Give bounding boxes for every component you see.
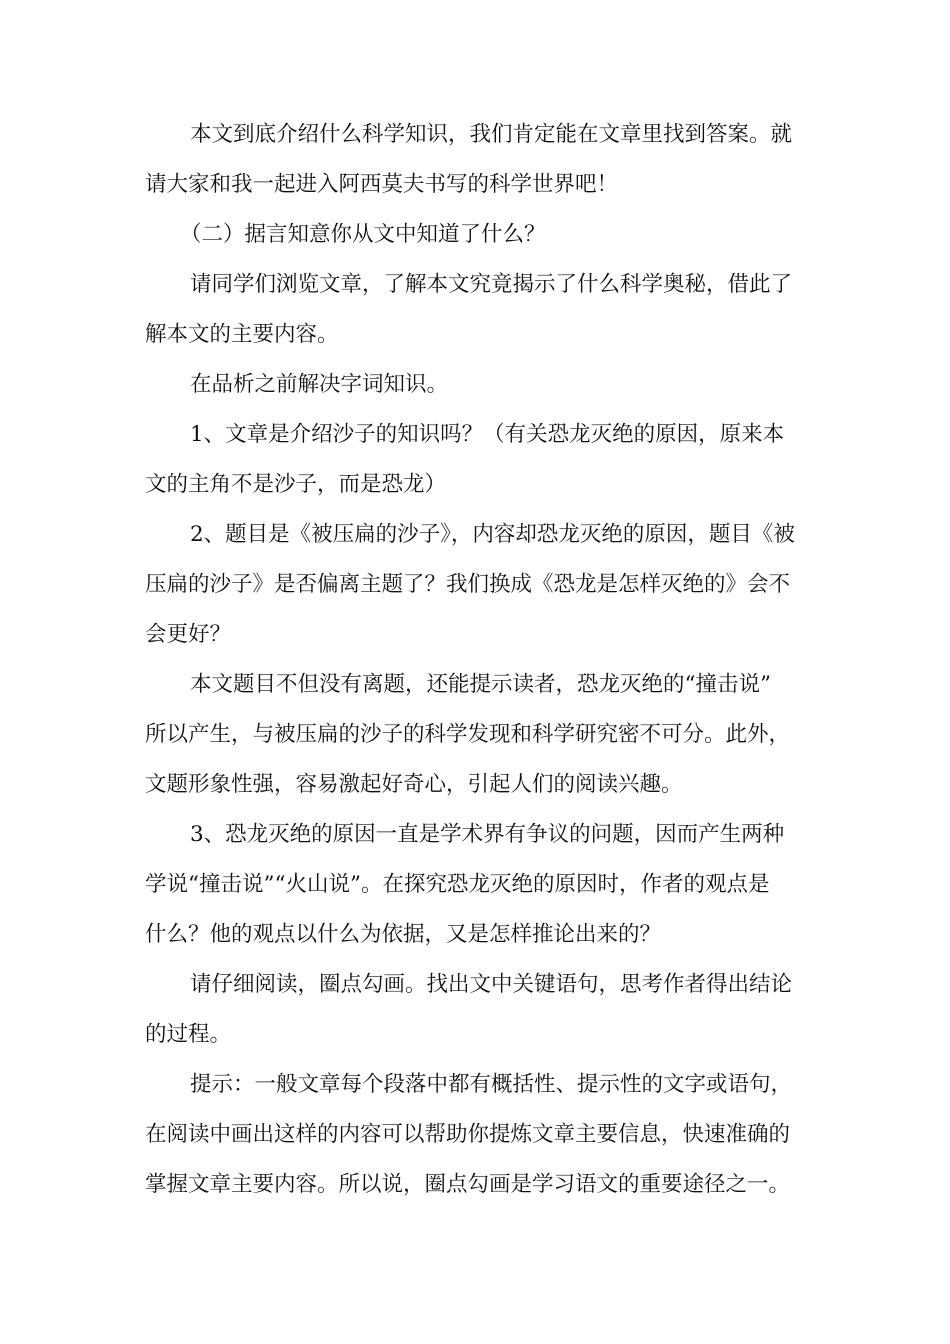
paragraph-line: 会更好？ xyxy=(145,622,232,647)
paragraph-line: 掌握文章主要内容。所以说，圈点勾画是学习语文的重要途径之一。 xyxy=(145,1172,791,1197)
paragraph-line: 1、文章是介绍沙子的知识吗？（有关恐龙灭绝的原因，原来本 xyxy=(190,422,785,447)
paragraph-line: 2、题目是《被压扁的沙子》，内容却恐龙灭绝的原因，题目《被 xyxy=(190,522,795,547)
paragraph-line: 的过程。 xyxy=(145,1022,232,1047)
paragraph-line: 在品析之前解决字词知识。 xyxy=(190,372,449,397)
paragraph-line: 本文题目不但没有离题，还能提示读者，恐龙灭绝的“撞击说” xyxy=(190,672,771,697)
paragraph-line: 压扁的沙子》是否偏离主题了？我们换成《恐龙是怎样灭绝的》会不 xyxy=(145,572,791,597)
paragraph-line: 请大家和我一起进入阿西莫夫书写的科学世界吧！ xyxy=(145,172,619,197)
paragraph-line: 学说“撞击说”“火山说”。在探究恐龙灭绝的原因时，作者的观点是 xyxy=(145,872,770,897)
section-heading: （二）据言知意你从文中知道了什么？ xyxy=(180,222,546,247)
paragraph-line: 本文到底介绍什么科学知识，我们肯定能在文章里找到答案。就 xyxy=(190,122,793,147)
paragraph-line: 文题形象性强，容易激起好奇心，引起人们的阅读兴趣。 xyxy=(145,772,683,797)
paragraph-line: 在阅读中画出这样的内容可以帮助你提炼文章主要信息，快速准确的 xyxy=(145,1122,791,1147)
paragraph-line: 3、恐龙灭绝的原因一直是学术界有争议的问题，因而产生两种 xyxy=(190,822,785,847)
paragraph-line: 请同学们浏览文章，了解本文究竟揭示了什么科学奥秘，借此了 xyxy=(190,272,793,297)
paragraph-line: 提示：一般文章每个段落中都有概括性、提示性的文字或语句， xyxy=(190,1072,793,1097)
paragraph-line: 什么？他的观点以什么为依据，又是怎样推论出来的？ xyxy=(145,922,662,947)
paragraph-line: 所以产生，与被压扁的沙子的科学发现和科学研究密不可分。此外， xyxy=(145,722,791,747)
paragraph-line: 解本文的主要内容。 xyxy=(145,322,339,347)
paragraph-line: 请仔细阅读，圈点勾画。找出文中关键语句，思考作者得出结论 xyxy=(190,972,793,997)
paragraph-line: 文的主角不是沙子，而是恐龙） xyxy=(145,472,447,497)
